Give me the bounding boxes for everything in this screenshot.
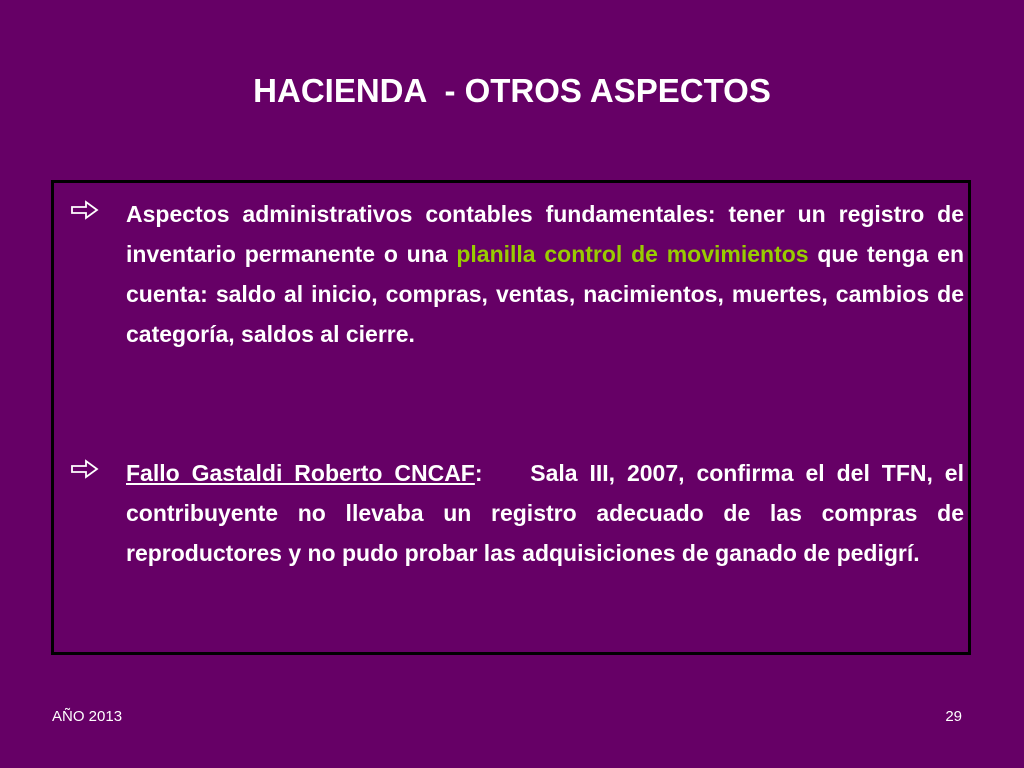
case-reference: Fallo Gastaldi Roberto CNCAF — [126, 460, 475, 486]
footer-year: AÑO 2013 — [52, 708, 123, 725]
bullet-text-part: Aspectos administrativos contables fundamentales: tener un registro de inventario permanente o una — [126, 201, 964, 267]
bullet-text-part: que tenga en cuenta: saldo al inicio, compras, ventas, nacimientos, muertes, cambios de categoría, saldos al cierre. — [126, 241, 964, 347]
bullet-text — [126, 453, 971, 573]
slide-title: HACIENDA - OTROS ASPECTOS — [253, 72, 771, 109]
bullet-text — [126, 194, 964, 354]
hollow-right-arrow-icon — [71, 459, 99, 479]
content-box — [51, 180, 971, 655]
slide-number: 29 — [945, 708, 962, 725]
bullet-text-part: : Sala III, 2007, confirma el del TFN, el contribuyente no llevaba un registro adecuado de las compras de reproductores y no pudo probar las adquisiciones de ganado de pedigrí. — [126, 460, 971, 566]
hollow-right-arrow-icon — [71, 200, 99, 220]
highlighted-term: planilla control de movimientos — [456, 241, 809, 267]
